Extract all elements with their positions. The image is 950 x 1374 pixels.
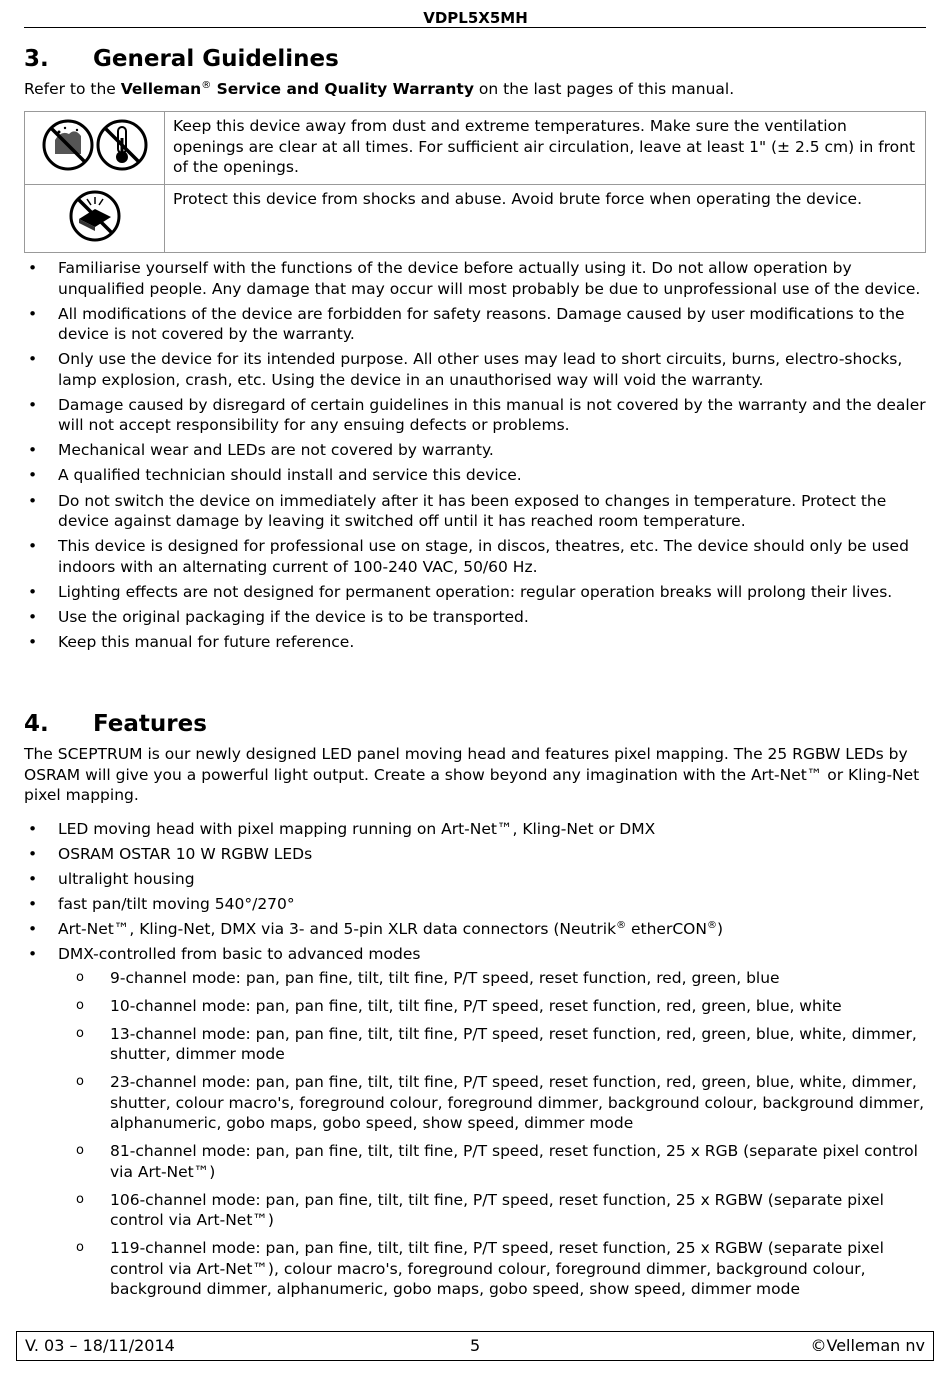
bullet-icon: • <box>28 920 38 939</box>
warning-text: Keep this device away from dust and extreme temperatures. Make sure the ventilation openings are clear at all times. For sufficient air circulation, leave at least 1" (± 2.5 cm) in front of the openings. <box>165 112 926 185</box>
sub-list-item <box>24 1024 926 1065</box>
list-item-text: A qualified technician should install and service this device. <box>58 466 522 485</box>
list-item <box>24 491 926 532</box>
mode-text: 119-channel mode: pan, pan fine, tilt, tilt fine, P/T speed, reset function, 25 x RGBW (separate pixel control via Art-Net™), colour macro's, foreground colour, foreground dimmer, background colour, background dimmer, alphanumeric, gobo maps, gobo speed, show speed, dimmer mode <box>110 1239 884 1299</box>
warranty-title: Service and Quality Warranty <box>211 80 474 98</box>
list-item-text: DMX-controlled from basic to advanced modes <box>58 945 421 964</box>
bullet-icon: • <box>28 259 38 277</box>
mode-text: 106-channel mode: pan, pan fine, tilt, tilt fine, P/T speed, reset function, 25 x RGBW (separate pixel control via Art-Net™) <box>110 1190 884 1230</box>
list-item-text: LED moving head with pixel mapping running on Art-Net™, Kling-Net or DMX <box>58 820 656 838</box>
list-item <box>24 440 926 461</box>
no-dust-and-temperature-icons <box>41 116 149 174</box>
warning-text: Protect this device from shocks and abuse. Avoid brute force when operating the device. <box>165 184 926 253</box>
registered-mark: ® <box>616 920 627 932</box>
list-item <box>24 349 926 390</box>
list-item-text: Art-Net™, Kling-Net, DMX via 3- and 5-pin XLR data connectors (Neutrik <box>58 920 617 939</box>
sub-list-item <box>24 968 926 989</box>
mode-text: 13-channel mode: pan, pan fine, tilt, tilt fine, P/T speed, reset function, red, green, blue, white, dimmer, shutter, dimmer mode <box>110 1024 917 1064</box>
mode-text: 81-channel mode: pan, pan fine, tilt, tilt fine, P/T speed, reset function, 25 x RGB (separate pixel control via Art-Net™) <box>110 1142 918 1181</box>
list-item-text: This device is designed for professional use on stage, in discos, theatres, etc. The device should only be used indoors with an alternating current of 100-240 VAC, 50/60 Hz. <box>58 537 909 576</box>
bullet-icon: • <box>28 820 38 838</box>
sub-list-item <box>24 1238 926 1300</box>
section-number: 3. <box>24 46 49 72</box>
no-shock-icon <box>67 189 123 243</box>
bullet-icon: • <box>28 945 38 964</box>
list-item-text: ultralight housing <box>58 870 195 889</box>
bullet-icon: • <box>28 582 38 601</box>
list-item-text: Mechanical wear and LEDs are not covered by warranty. <box>58 441 494 460</box>
footer-copyright: ©Velleman nv <box>810 1336 925 1355</box>
page-number: 5 <box>470 1336 481 1355</box>
list-item <box>24 607 926 628</box>
list-item-text: Familiarise yourself with the functions of the device before actually using it. Do not allow operation by unqualified people. Any damage that may occur will most probably be due to unprofessional use of the device. <box>58 259 921 298</box>
no-dust-icon <box>44 121 92 169</box>
mode-text: 10-channel mode: pan, pan fine, tilt, tilt fine, P/T speed, reset function, red, green, blue, white <box>110 996 842 1015</box>
circle-bullet-icon: o <box>76 969 84 985</box>
list-item <box>24 582 926 603</box>
list-item-text: Keep this manual for future reference. <box>58 632 355 651</box>
list-item <box>24 869 926 890</box>
mode-text: 23-channel mode: pan, pan fine, tilt, tilt fine, P/T speed, reset function, red, green, blue, white, dimmer, shutter, colour macro's, foreground colour, foreground dimmer, background colour, background dimmer, alphanumeric, gobo maps, gobo speed, show speed, dimmer mode <box>110 1073 925 1133</box>
circle-bullet-icon: o <box>76 997 84 1013</box>
circle-bullet-icon: o <box>76 1143 84 1159</box>
sub-list-item <box>24 1141 926 1182</box>
features-intro: The SCEPTRUM is our newly designed LED panel moving head and features pixel mapping. The 25 RGBW LEDs by OSRAM will give you a powerful light output. Create a show beyond any imagination with the Art-Net™ or Kling-Net pixel mapping. <box>24 745 920 804</box>
brand-name: Velleman <box>120 80 202 98</box>
bullet-icon: • <box>28 537 38 556</box>
list-item-text: Lighting effects are not designed for permanent operation: regular operation breaks will prolong their lives. <box>58 582 893 601</box>
list-item-text: ) <box>716 920 724 939</box>
bullet-icon: • <box>28 395 38 414</box>
bullet-icon: • <box>28 895 38 914</box>
page-footer <box>16 1331 934 1361</box>
footer-version: V. 03 – 18/11/2014 <box>25 1336 175 1355</box>
circle-bullet-icon: o <box>76 1191 84 1207</box>
list-item <box>24 465 926 486</box>
section-number: 4. <box>24 711 49 737</box>
section-3-heading <box>24 46 339 72</box>
dmx-modes-list <box>58 968 926 1300</box>
list-item-text: Use the original packaging if the device is to be transported. <box>58 607 529 626</box>
registered-mark: ® <box>201 79 212 91</box>
features-list <box>24 819 926 1307</box>
section-title: General Guidelines <box>93 46 339 72</box>
warning-table <box>24 111 926 253</box>
sub-list-item <box>24 1072 926 1134</box>
registered-mark: ® <box>706 920 717 932</box>
bullet-icon: • <box>28 466 38 485</box>
warning-row <box>25 112 926 185</box>
bullet-icon: • <box>28 632 38 651</box>
warning-row <box>25 184 926 253</box>
list-item-text: OSRAM OSTAR 10 W RGBW LEDs <box>58 845 313 864</box>
header-divider <box>24 27 926 28</box>
circle-bullet-icon: o <box>76 1025 84 1041</box>
list-item <box>24 632 926 653</box>
thermometer-warning-icon <box>98 121 146 169</box>
bullet-icon: • <box>28 491 38 510</box>
intro-text-end: on the last pages of this manual. <box>473 80 735 98</box>
circle-bullet-icon: o <box>76 1240 84 1256</box>
list-item <box>24 258 926 299</box>
list-item-text: etherCON <box>626 920 707 939</box>
list-item <box>24 844 926 865</box>
list-item <box>24 919 926 940</box>
list-item-text: Do not switch the device on immediately after it has been exposed to changes in temperature. Protect the device against damage by leaving it switched off until it has reached room temperature. <box>58 491 887 531</box>
bullet-icon: • <box>28 350 38 369</box>
bullet-icon: • <box>28 870 38 889</box>
list-item-text: Only use the device for its intended purpose. All other uses may lead to short circuits, burns, electro-shocks, lamp explosion, crash, etc. Using the device in an unauthorised way will void the warranty. <box>58 350 903 389</box>
sub-list-item <box>24 996 926 1017</box>
warning-icons-cell <box>25 112 165 185</box>
list-item-text: fast pan/tilt moving 540°/270° <box>58 895 295 914</box>
list-item-text: Damage caused by disregard of certain guidelines in this manual is not covered by the warranty and the dealer will not accept responsibility for any ensuing defects or problems. <box>58 395 926 435</box>
list-item <box>24 819 926 840</box>
section-4-heading <box>24 711 207 737</box>
circle-bullet-icon: o <box>76 1074 84 1090</box>
list-item <box>24 894 926 915</box>
list-item <box>24 395 926 436</box>
bullet-icon: • <box>28 304 38 323</box>
bullet-icon: • <box>28 441 38 460</box>
guidelines-list <box>24 258 926 657</box>
warranty-reference <box>24 79 926 100</box>
document-model-header: VDPL5X5MH <box>423 9 528 27</box>
mode-text: 9-channel mode: pan, pan fine, tilt, tilt fine, P/T speed, reset function, red, green, blue <box>110 968 780 987</box>
intro-text: Refer to the <box>24 80 121 98</box>
section-title: Features <box>93 711 207 737</box>
list-item <box>24 304 926 345</box>
warning-icons-cell <box>25 184 165 253</box>
bullet-icon: • <box>28 845 38 864</box>
list-item <box>24 536 926 577</box>
sub-list-item <box>24 1190 926 1231</box>
list-item-text: All modifications of the device are forbidden for safety reasons. Damage caused by user modifications to the device is not covered by the warranty. <box>58 304 905 344</box>
list-item <box>24 944 926 1300</box>
bullet-icon: • <box>28 607 38 626</box>
